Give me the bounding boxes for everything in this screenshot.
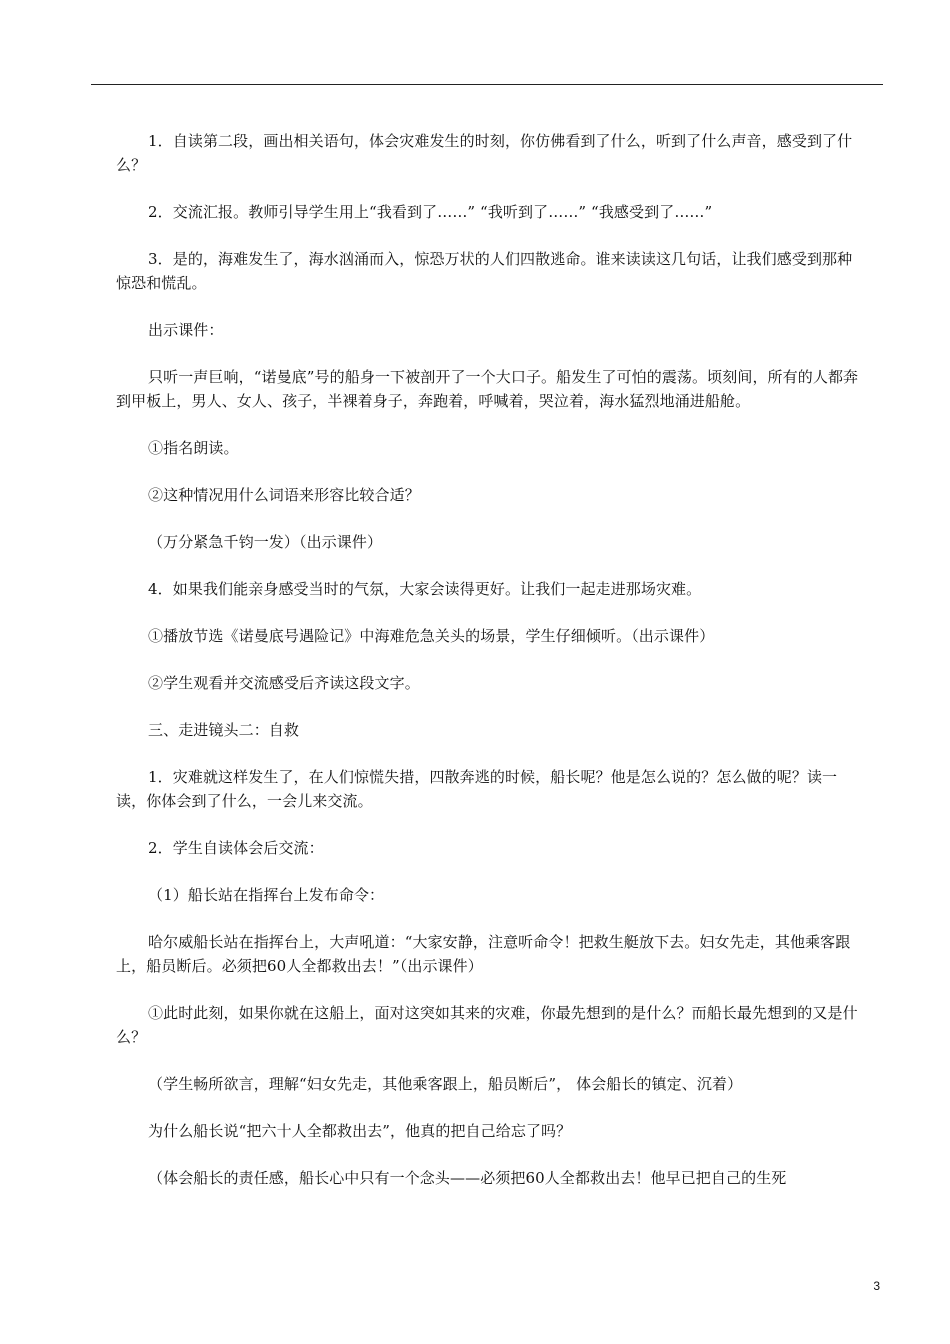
section-heading: 三、走进镜头二：自救 bbox=[148, 721, 300, 739]
paragraph-1: 1．自读第二段，画出相关语句，体会灾难发生的时刻，你仿佛看到了什么，听到了什么声音，感受到了什么？ bbox=[116, 132, 853, 174]
paragraph-11: ②学生观看并交流感受后齐读这段文字。 bbox=[148, 674, 420, 692]
document-body bbox=[116, 129, 860, 1190]
paragraph-3: 3．是的，海难发生了，海水汹涌而入，惊恐万状的人们四散逃命。谁来读读这几句话，让我们感受到那种惊恐和慌乱。 bbox=[116, 250, 853, 292]
paragraph-6: ①指名朗读。 bbox=[148, 439, 239, 457]
paragraph-7: ②这种情况用什么词语来形容比较合适？ bbox=[148, 486, 420, 504]
paragraph-17: ①此时此刻，如果你就在这船上，面对这突如其来的灾难，你最先想到的是什么？而船长最先想到的又是什么？ bbox=[116, 1004, 858, 1046]
paragraph-10: ①播放节选《诺曼底号遇险记》中海难危急关头的场景，学生仔细倾听。（出示课件） bbox=[148, 627, 715, 645]
paragraph-5: 只听一声巨响，“诺曼底”号的船身一下被剖开了一个大口子。船发生了可怕的震荡。顷刻间，所有的人都奔到甲板上，男人、女人、孩子，半裸着身子，奔跑着，呼喊着，哭泣着，海水猛烈地涌进船舱。 bbox=[116, 368, 859, 410]
paragraph-20: （体会船长的责任感，船长心中只有一个念头——必须把60人全都救出去！他早已把自己的生死 bbox=[148, 1169, 787, 1187]
paragraph-16: 哈尔威船长站在指挥台上，大声吼道：“大家安静，注意听命令！把救生艇放下去。妇女先走，其他乘客跟上，船员断后。必须把60人全都救出去！”（出示课件） bbox=[116, 933, 851, 975]
paragraph-13: 1．灾难就这样发生了，在人们惊慌失措，四散奔逃的时候，船长呢？他是怎么说的？怎么做的呢？读一读，你体会到了什么，一会儿来交流。 bbox=[116, 768, 838, 810]
paragraph-2: 2．交流汇报。教师引导学生用上“我看到了……” “我听到了……” “我感受到了……” bbox=[148, 203, 713, 221]
paragraph-9: 4．如果我们能亲身感受当时的气氛，大家会读得更好。让我们一起走进那场灾难。 bbox=[148, 580, 702, 598]
header-rule bbox=[91, 84, 883, 85]
paragraph-15: （1）船长站在指挥台上发布命令： bbox=[148, 886, 385, 904]
paragraph-14: 2．学生自读体会后交流： bbox=[148, 839, 324, 857]
paragraph-19: 为什么船长说“把六十人全都救出去”，他真的把自己给忘了吗？ bbox=[148, 1122, 572, 1140]
paragraph-18: （学生畅所欲言，理解“妇女先走，其他乘客跟上，船员断后”， 体会船长的镇定、沉着） bbox=[148, 1075, 743, 1093]
paragraph-4: 出示课件： bbox=[148, 321, 224, 339]
paragraph-8: （万分紧急千钧一发）（出示课件） bbox=[148, 533, 383, 551]
page-number: 3 bbox=[873, 1279, 880, 1293]
